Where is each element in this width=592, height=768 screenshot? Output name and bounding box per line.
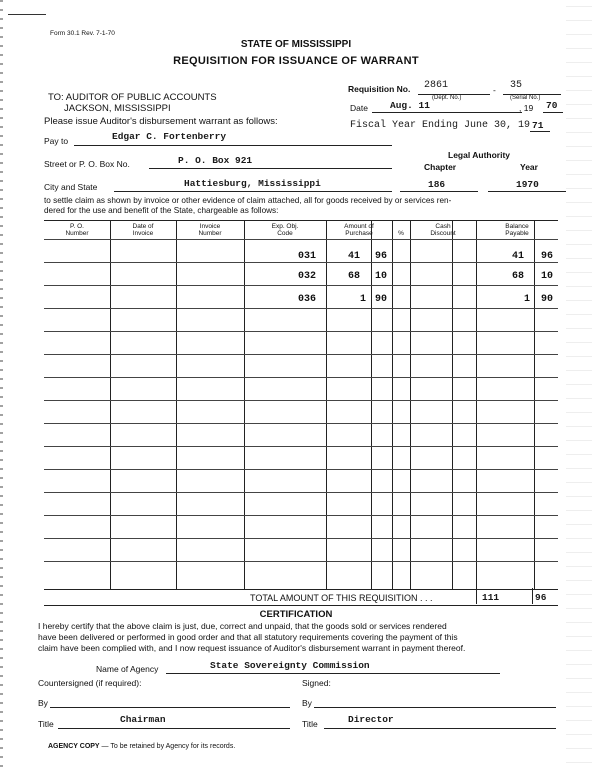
by-right-line bbox=[314, 707, 556, 708]
footer-note bbox=[48, 743, 235, 750]
col-divider bbox=[534, 221, 535, 589]
year-label: Year bbox=[520, 162, 538, 172]
by-right-label: By bbox=[302, 698, 312, 708]
header-exp-obj-code: Exp. Obj. Code bbox=[271, 223, 299, 237]
total-rule bbox=[44, 605, 558, 606]
row-1-amount-dollars: 41 bbox=[348, 251, 361, 262]
agency-line bbox=[166, 673, 500, 674]
margin-stripes bbox=[566, 0, 592, 768]
street-label: Street or P. O. Box No. bbox=[44, 159, 130, 169]
agency-label: Name of Agency bbox=[96, 664, 159, 674]
pay-to-label: Pay to bbox=[44, 136, 69, 146]
settle-text-2: dered for the use and benefit of the State, chargeable as follows: bbox=[44, 206, 279, 215]
requisition-label: Requisition No. bbox=[348, 84, 411, 94]
date-year[interactable]: 70 bbox=[546, 100, 558, 111]
row-3-amount-cents: 90 bbox=[375, 294, 388, 305]
title-right-value[interactable]: Director bbox=[348, 714, 394, 725]
street-value[interactable]: P. O. Box 921 bbox=[178, 155, 253, 166]
row-3-code: 036 bbox=[298, 294, 317, 305]
charges-table bbox=[44, 220, 558, 590]
settle-text-1: to settle claim as shown by invoice or other evidence of claim attached, all for goods received by or services ren- bbox=[44, 196, 452, 205]
city-value[interactable]: Hattiesburg, Mississippi bbox=[184, 178, 321, 189]
fiscal-year-label: Fiscal Year Ending June 30, 19 bbox=[350, 120, 531, 131]
col-divider bbox=[452, 221, 453, 589]
corner-mark bbox=[8, 14, 46, 15]
row-2-code: 032 bbox=[298, 271, 317, 282]
title-left-line bbox=[58, 728, 290, 729]
header-po-number: P. O. Number bbox=[65, 223, 89, 237]
date-value[interactable]: Aug. 11 bbox=[390, 100, 430, 111]
city-label: City and State bbox=[44, 182, 98, 192]
state-heading: STATE OF MISSISSIPPI bbox=[240, 39, 352, 50]
serial-caption: (Serial No.) bbox=[510, 95, 541, 101]
header-date-of-invoice: Date of Invoice bbox=[132, 223, 154, 237]
col-divider bbox=[110, 221, 111, 589]
row-1-code: 031 bbox=[298, 251, 317, 262]
total-box bbox=[476, 588, 559, 604]
year-value[interactable]: 1970 bbox=[516, 179, 539, 190]
col-divider bbox=[392, 221, 393, 589]
total-label: TOTAL AMOUNT OF THIS REQUISITION . . . bbox=[250, 593, 433, 603]
city-line bbox=[114, 191, 392, 192]
footer-bold: AGENCY COPY bbox=[48, 743, 100, 750]
certification-line-2: have been delivered or performed in good order and that all statutory requirements covering the payment of this bbox=[38, 632, 458, 642]
form-number: Form 30.1 Rev. 7-1-70 bbox=[50, 30, 115, 37]
col-divider bbox=[176, 221, 177, 589]
certification-line-1: I hereby certify that the above claim is just, due, correct and unpaid, that the goods sold or services rendered bbox=[38, 621, 447, 631]
chapter-value[interactable]: 186 bbox=[428, 179, 446, 190]
date-year-prefix: , 19 bbox=[519, 103, 534, 113]
col-divider bbox=[244, 221, 245, 589]
to-auditor: TO: AUDITOR OF PUBLIC ACCOUNTS bbox=[48, 92, 217, 103]
row-1-balance-dollars: 41 bbox=[512, 251, 525, 262]
issue-instruction: Please issue Auditor's disbursement warrant as follows: bbox=[44, 116, 278, 127]
form-title: REQUISITION FOR ISSUANCE OF WARRANT bbox=[173, 55, 419, 67]
date-label: Date bbox=[350, 103, 368, 113]
serial-number[interactable]: 35 bbox=[510, 80, 523, 91]
countersigned-label: Countersigned (if required): bbox=[38, 678, 142, 688]
signed-label: Signed: bbox=[302, 678, 331, 688]
header-balance-payable: Balance Payable bbox=[505, 223, 529, 237]
requisition-dash: - bbox=[493, 85, 496, 95]
row-3-balance-dollars: 1 bbox=[524, 294, 531, 305]
footer-rest: — To be retained by Agency for its records. bbox=[99, 743, 236, 750]
chapter-line bbox=[400, 191, 478, 192]
row-2-amount-cents: 10 bbox=[375, 271, 388, 282]
row-3-amount-dollars: 1 bbox=[360, 294, 367, 305]
col-divider bbox=[476, 221, 477, 589]
agency-value[interactable]: State Sovereignty Commission bbox=[210, 660, 370, 671]
title-left-label: Title bbox=[38, 719, 54, 729]
title-right-label: Title bbox=[302, 719, 318, 729]
certification-line-3: claim have been complied with, and I now request issuance of Auditor's disbursement warrant in payment thereof. bbox=[38, 643, 466, 653]
date-line bbox=[372, 112, 522, 113]
to-city: JACKSON, MISSISSIPPI bbox=[64, 103, 171, 114]
binding-edge bbox=[0, 0, 3, 768]
col-divider bbox=[371, 221, 372, 589]
row-1-balance-cents: 96 bbox=[541, 251, 554, 262]
header-cash-discount: Cash Discount bbox=[430, 223, 456, 237]
by-left-line bbox=[50, 707, 290, 708]
year-line bbox=[488, 191, 566, 192]
row-1-amount-cents: 96 bbox=[375, 251, 388, 262]
total-cents-divider bbox=[532, 588, 533, 604]
row-2-balance-cents: 10 bbox=[541, 271, 554, 282]
dept-caption: (Dept. No.) bbox=[432, 95, 462, 101]
legal-authority-heading: Legal Authority bbox=[448, 150, 511, 160]
header-invoice-number: Invoice Number bbox=[198, 223, 222, 237]
header-amount: Amount of Purchase bbox=[344, 223, 374, 237]
by-left-label: By bbox=[38, 698, 48, 708]
certification-heading: CERTIFICATION bbox=[259, 609, 333, 620]
col-divider bbox=[410, 221, 411, 589]
fiscal-year-value[interactable]: 71 bbox=[532, 120, 544, 131]
total-cents: 96 bbox=[535, 592, 547, 603]
title-right-line bbox=[324, 728, 556, 729]
date-year-line bbox=[543, 112, 563, 113]
row-3-balance-cents: 90 bbox=[541, 294, 554, 305]
fiscal-year-line bbox=[530, 131, 550, 132]
row-2-amount-dollars: 68 bbox=[348, 271, 361, 282]
pay-to-value[interactable]: Edgar C. Fortenberry bbox=[112, 131, 227, 142]
title-left-value[interactable]: Chairman bbox=[120, 714, 166, 725]
dept-number[interactable]: 2861 bbox=[424, 80, 449, 91]
chapter-label: Chapter bbox=[424, 162, 457, 172]
street-line bbox=[149, 168, 392, 169]
total-dollars: 111 bbox=[482, 592, 500, 603]
pay-to-line bbox=[74, 145, 392, 146]
col-divider bbox=[326, 221, 327, 589]
header-percent: % bbox=[398, 230, 404, 237]
row-2-balance-dollars: 68 bbox=[512, 271, 525, 282]
